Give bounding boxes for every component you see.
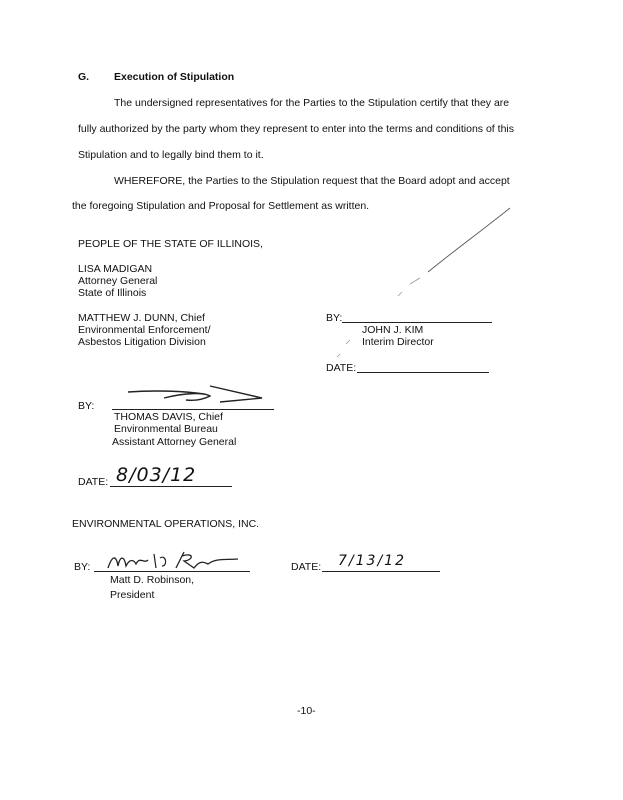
section-letter: G. <box>78 71 90 83</box>
people-by-label: BY: <box>78 400 95 412</box>
people-date-value: 8/03/12 <box>116 464 197 486</box>
signer-name: Matt D. Robinson, <box>110 574 195 586</box>
people-date-line <box>110 486 232 487</box>
davis-title: Assistant Attorney General <box>112 436 237 448</box>
company-heading: ENVIRONMENTAL OPERATIONS, INC. <box>72 518 260 530</box>
section-title: Execution of Stipulation <box>114 71 235 83</box>
paragraph-1-line-1: The undersigned representatives for the Parties to the Stipulation certify that they are <box>114 97 510 109</box>
ag-title: Attorney General <box>78 275 158 287</box>
company-date-value: 7/13/12 <box>338 553 406 569</box>
people-date-label: DATE: <box>78 476 109 488</box>
paragraph-1-line-2: fully authorized by the party whom they represent to enter into the terms and conditions of this <box>78 123 514 135</box>
kim-title: Interim Director <box>362 336 434 348</box>
people-heading: PEOPLE OF THE STATE OF ILLINOIS, <box>78 238 263 250</box>
chief-name: MATTHEW J. DUNN, Chief <box>78 312 205 324</box>
epa-by-label: BY: <box>326 312 343 324</box>
chief-division-2: Asbestos Litigation Division <box>78 336 206 348</box>
davis-signature <box>124 382 274 408</box>
chief-division-1: Environmental Enforcement/ <box>78 324 211 336</box>
paragraph-1-line-3: Stipulation and to legally bind them to it. <box>78 149 264 161</box>
paragraph-2-line-1: WHEREFORE, the Parties to the Stipulation request that the Board adopt and accept <box>114 175 510 187</box>
company-date-label: DATE: <box>291 561 322 573</box>
page-number: -10- <box>297 705 316 717</box>
company-date-line <box>322 571 440 572</box>
davis-bureau: Environmental Bureau <box>114 423 218 435</box>
davis-name: THOMAS DAVIS, Chief <box>114 411 223 423</box>
davis-signature-line <box>112 409 274 410</box>
company-signature-line <box>94 571 250 572</box>
ag-state: State of Illinois <box>78 287 147 299</box>
kim-name: JOHN J. KIM <box>362 324 424 336</box>
ag-name: LISA MADIGAN <box>78 263 153 275</box>
company-by-label: BY: <box>74 561 91 573</box>
signer-title: President <box>110 589 155 601</box>
paragraph-2-line-2: the foregoing Stipulation and Proposal for Settlement as written. <box>72 200 370 212</box>
epa-date-label: DATE: <box>326 362 357 374</box>
